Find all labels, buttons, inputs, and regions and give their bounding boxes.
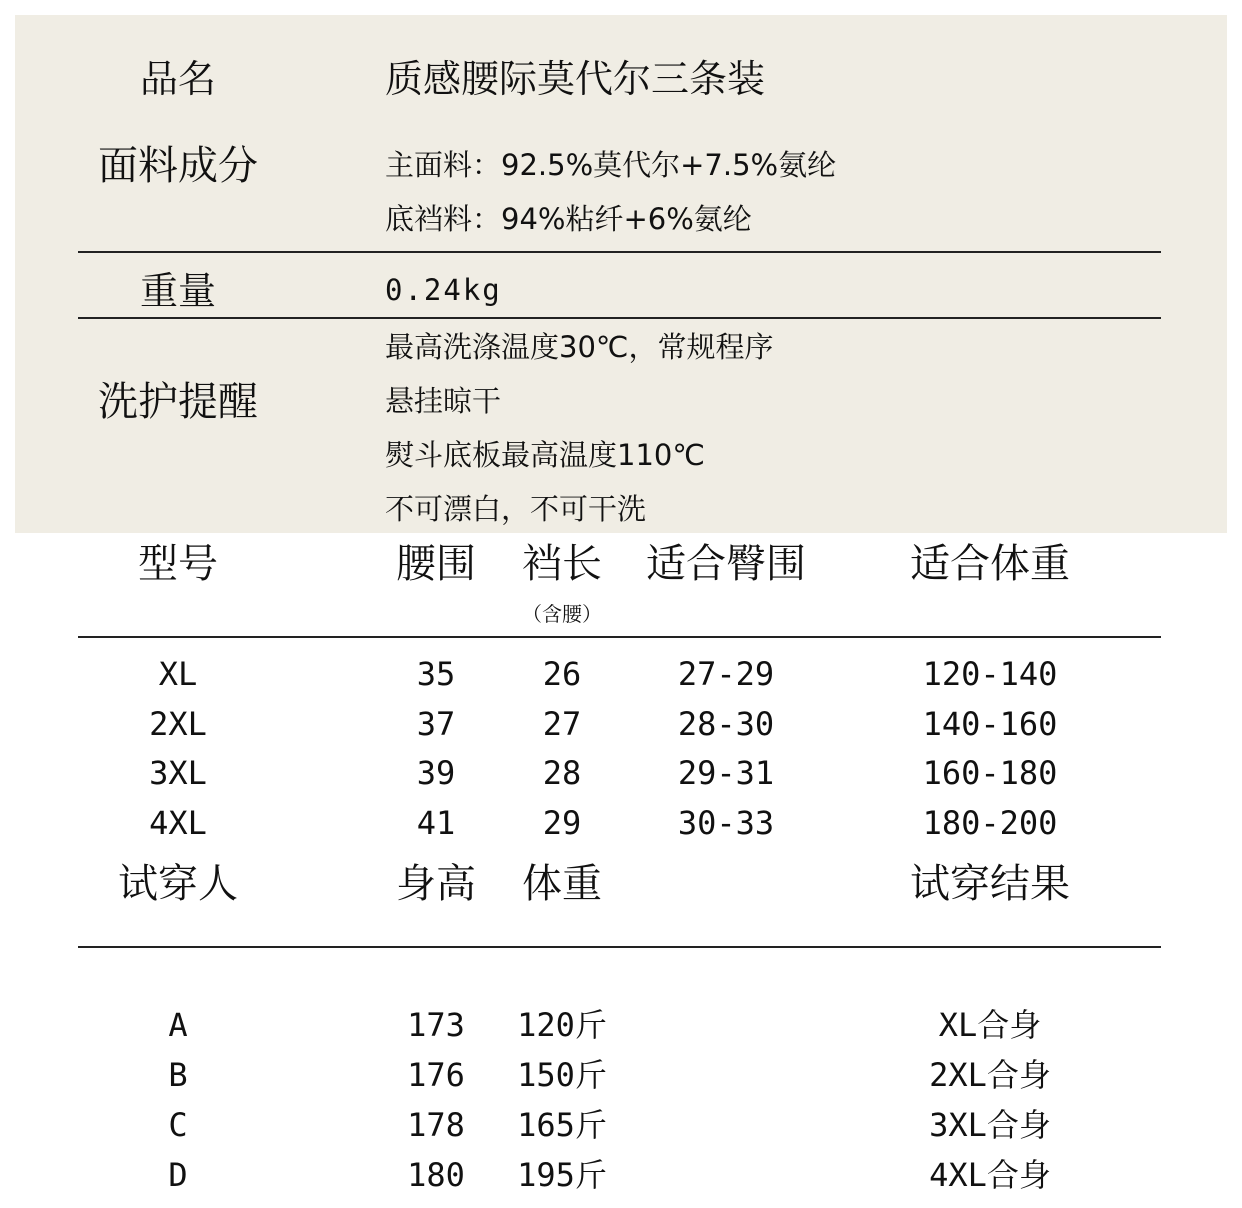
tester-cell: D (168, 1156, 188, 1194)
care-item: 不可漂白，不可干洗 (385, 492, 647, 526)
weight-value: 0.24kg (385, 273, 502, 307)
waist-cell: 39 (416, 754, 456, 792)
waist-header: 腰围 (396, 541, 476, 587)
hip-cell: 27-29 (677, 655, 775, 693)
tester-weight-cell: 120斤 (517, 1006, 607, 1044)
hip-cell: 28-30 (677, 705, 775, 743)
tester-weight-cell: 165斤 (517, 1106, 607, 1144)
height-cell: 180 (407, 1156, 465, 1194)
rise-cell: 29 (542, 804, 582, 842)
divider (78, 636, 1161, 638)
tester-weight-header: 体重 (522, 861, 602, 907)
result-cell: 4XL合身 (929, 1156, 1051, 1194)
care-label: 洗护提醒 (98, 379, 258, 425)
hip-header: 适合臀围 (646, 541, 806, 587)
height-cell: 176 (407, 1056, 465, 1094)
waist-cell: 41 (416, 804, 456, 842)
name-label: 品名 (139, 57, 217, 101)
hip-cell: 29-31 (677, 754, 775, 792)
rise-cell: 27 (542, 705, 582, 743)
care-item: 最高洗涤温度30℃，常规程序 (385, 330, 774, 364)
care-item: 熨斗底板最高温度110℃ (385, 438, 705, 472)
divider (78, 946, 1161, 948)
height-cell: 178 (407, 1106, 465, 1144)
tester-header: 试穿人 (118, 861, 238, 907)
fabric-label: 面料成分 (98, 143, 258, 189)
result-cell: XL合身 (938, 1006, 1042, 1044)
fabric-crotch: 底裆料：94%粘纤+6%氨纶 (385, 202, 752, 236)
size-cell: 2XL (149, 705, 207, 743)
weight-cell: 140-160 (922, 705, 1058, 743)
rise-cell: 28 (542, 754, 582, 792)
weight-cell: 120-140 (922, 655, 1058, 693)
size-header: 型号 (138, 541, 218, 587)
name-value: 质感腰际莫代尔三条装 (385, 57, 766, 101)
rise-cell: 26 (542, 655, 582, 693)
result-header: 试穿结果 (910, 861, 1070, 907)
waist-cell: 37 (416, 705, 456, 743)
height-cell: 173 (407, 1006, 465, 1044)
body-weight-header: 适合体重 (910, 541, 1070, 587)
waist-cell: 35 (416, 655, 456, 693)
size-cell: 3XL (149, 754, 207, 792)
weight-cell: 160-180 (922, 754, 1058, 792)
tester-cell: A (168, 1006, 188, 1044)
divider (78, 317, 1161, 319)
hip-cell: 30-33 (677, 804, 775, 842)
size-cell: XL (158, 655, 198, 693)
rise-header: 裆长 (522, 541, 602, 587)
tester-weight-cell: 195斤 (517, 1156, 607, 1194)
tester-cell: B (168, 1056, 188, 1094)
result-cell: 2XL合身 (929, 1056, 1051, 1094)
height-header: 身高 (396, 861, 476, 907)
care-item: 悬挂晾干 (385, 384, 502, 418)
tester-cell: C (168, 1106, 188, 1144)
size-cell: 4XL (149, 804, 207, 842)
fabric-main: 主面料：92.5%莫代尔+7.5%氨纶 (385, 148, 837, 182)
divider (78, 251, 1161, 253)
result-cell: 3XL合身 (929, 1106, 1051, 1144)
weight-label: 重量 (139, 269, 217, 313)
rise-note: （含腰） (522, 602, 602, 626)
tester-weight-cell: 150斤 (517, 1056, 607, 1094)
weight-cell: 180-200 (922, 804, 1058, 842)
